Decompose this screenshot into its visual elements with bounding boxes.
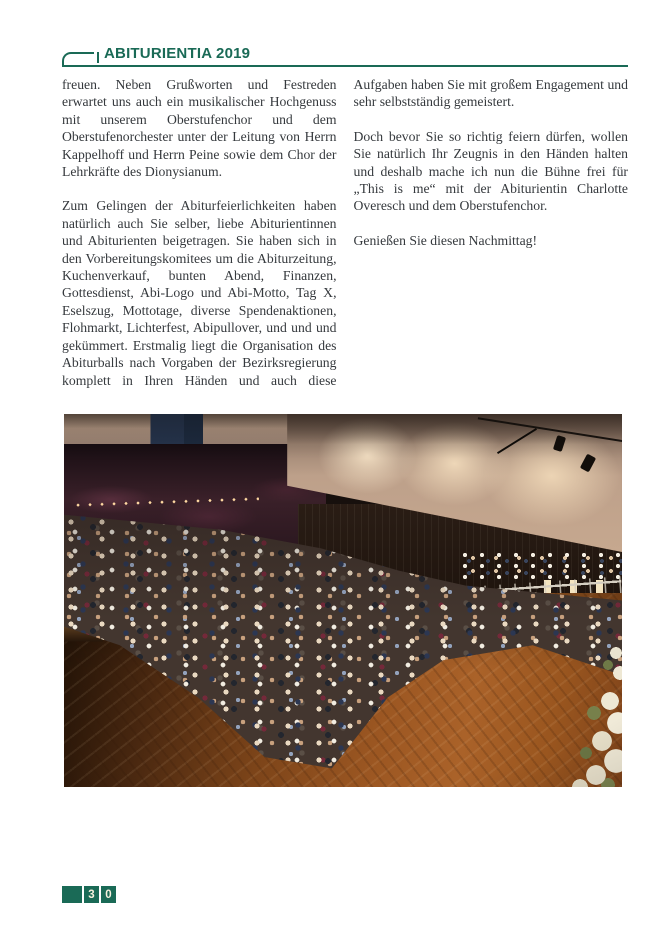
page-number-digit: 0 bbox=[101, 886, 116, 903]
page-number-digit: 3 bbox=[84, 886, 99, 903]
header-tick-decoration bbox=[97, 52, 99, 63]
photo-vignette bbox=[64, 414, 622, 787]
page-badge-block bbox=[62, 886, 82, 903]
header-rule bbox=[62, 65, 628, 67]
event-photo bbox=[64, 414, 622, 787]
article-paragraph: Zum Gelingen der Abiturfeierlichkeiten haben natürlich auch Sie selber, liebe Abiturientinnen und Abiturienten beigetragen. Sie haben sich in den Vorbereitungskomitees um die Abiturzeitung, Kuchenverkauf, bunten Abend, Finanzen, Gottesdienst, Abi-Logo und Abi-Motto, Tag X, Eselszug, Mottotage, diverse Spendenaktionen, Flohmarkt, Lichterfest, Abipullover, und und und gekümmert. Erstmalig liegt die Organisation des Abiturballs nach Vorgaben der Bezirksregierung komplett in Ihren Händen und auch diese Aufgaben haben Sie mit großem Engagement und sehr selbstständig gemeistert. bbox=[62, 77, 628, 388]
article-paragraph: Doch bevor Sie so richtig feiern dürfen, wollen Sie natürlich Ihr Zeugnis in den Händen halten und deshalb mache ich nun die Bühne frei für „This is me“ mit der Abiturientin Charlotte Overesch und dem Oberstufenchor. bbox=[353, 128, 628, 214]
page-title: ABITURIENTIA 2019 bbox=[104, 45, 251, 62]
article-text bbox=[62, 76, 628, 400]
article-paragraph: Genießen Sie diesen Nachmittag! bbox=[353, 232, 538, 248]
article-paragraph: freuen. Neben Grußworten und Festreden erwartet uns auch ein musikalischer Hochgenuss mit unserem Oberstufenchor und dem Oberstufenorchester unter der Leitung von Herrn Kappelhoff und Herrn Peine sowie dem Chor der Lehrkräfte des Dionysianum. bbox=[62, 77, 337, 180]
page-number-badge bbox=[62, 886, 116, 903]
